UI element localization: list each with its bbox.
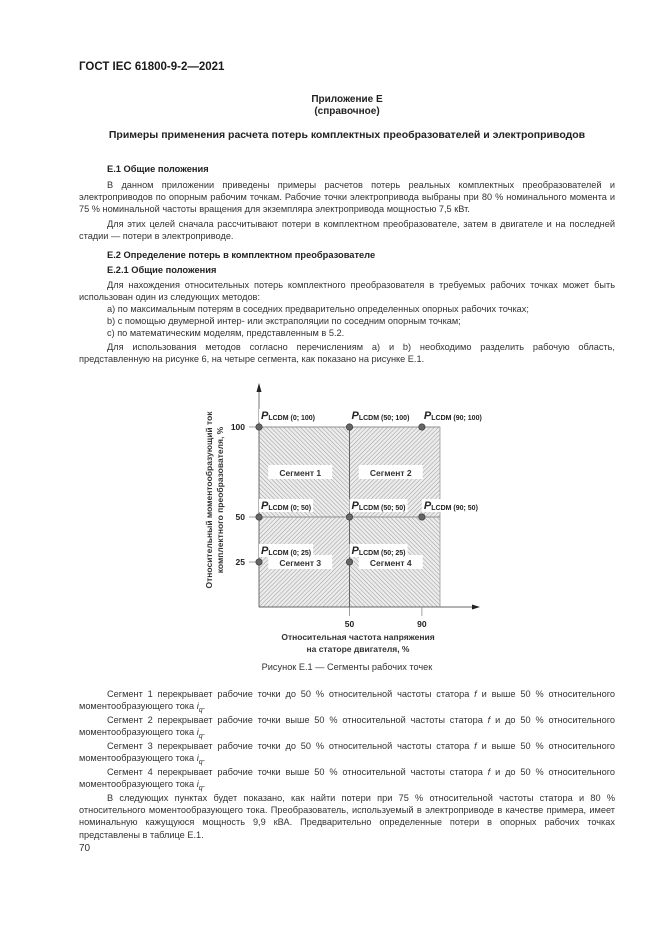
var-f: f: [474, 689, 477, 699]
section-heading-e2-1: Е.2.1 Общие положения: [107, 265, 217, 275]
segment-text: и до 50 % относительного моментообразующего тока: [79, 767, 615, 790]
operating-point-marker: [256, 559, 262, 565]
segment-text: Сегмент 4 перекрывает рабочие точки выше 50 % относительной частоты статора: [107, 767, 488, 777]
y-axis-label-line-1: Относительный моментообразующий ток: [204, 411, 214, 589]
y-tick-label: 50: [235, 512, 245, 522]
y-tick-label: 25: [235, 557, 245, 567]
paragraph-segment-3: [79, 740, 615, 769]
operating-point-marker: [346, 514, 352, 520]
end-punct: .: [202, 753, 206, 764]
var-f: f: [474, 741, 477, 751]
section-heading-e2: Е.2 Определение потерь в комплектном преобразователе: [107, 250, 376, 260]
var-i: i: [196, 753, 199, 764]
var-i: i: [196, 727, 199, 738]
operating-point-label: PLCDM (0; 100): [261, 410, 316, 422]
operating-point-label: PLCDM (90; 100): [423, 410, 482, 422]
var-f: f: [487, 715, 491, 725]
paragraph-text: В данном приложении приведены примеры расчетов потерь реальных комплектных преобразователей и электроприводов по опорным рабочим точкам. Рабочие точки электропривода выбраны при 80 % номинального момента и 75 % номинальной частоты вращения для экземпляра электропривода мощностью 7,5 кВт.: [79, 180, 615, 215]
var-f: f: [487, 767, 491, 777]
paragraph-segment-4: [79, 766, 615, 795]
operating-point-label: PLCDM (0; 50): [261, 500, 312, 512]
var-sub: q: [198, 733, 203, 741]
x-tick-label: 90: [417, 619, 427, 629]
operating-point-label: PLCDM (50; 100): [351, 410, 410, 422]
segment-text: и до 50 % относительного моментообразующего тока: [79, 715, 615, 738]
list-item-c: с) по математическим моделям, представленным в 5.2.: [107, 328, 345, 338]
x-axis-label-line-2: на статоре двигателя, %: [306, 644, 410, 654]
operating-point-marker: [346, 424, 352, 430]
var-sub: q: [198, 707, 203, 715]
end-punct: .: [202, 779, 206, 790]
segment-text: Сегмент 2 перекрывает рабочие точки выше 50 % относительной частоты статора: [107, 715, 488, 725]
y-tick-label: 100: [230, 422, 245, 432]
var-i: i: [196, 701, 199, 712]
list-item-b: b) с помощью двумерной интер- или экстраполяции по соседним опорным точкам;: [107, 316, 461, 326]
operating-point-marker: [256, 514, 262, 520]
operating-point-label: PLCDM (50; 25): [351, 545, 406, 557]
operating-point-label: PLCDM (90; 50): [423, 500, 478, 512]
segment-4-label: Сегмент 4: [369, 558, 412, 568]
paragraph-final: [79, 792, 615, 841]
y-axis-arrow-icon: [257, 383, 262, 392]
segment-1-label: Сегмент 1: [279, 468, 322, 478]
operating-point-marker: [419, 514, 425, 520]
segment-text: и выше 50 % относительного моментообразующего тока: [79, 741, 615, 764]
var-sub: q: [198, 759, 203, 767]
paragraph-text: Для нахождения относительных потерь комплектного преобразователя в требуемых рабочих точках может быть использован один из следующих методов:: [79, 280, 615, 303]
figure-caption: Рисунок Е.1 — Сегменты рабочих точек: [261, 662, 433, 672]
segment-text: Сегмент 3 перекрывает рабочие точки до 50 % относительной частоты статора: [107, 741, 475, 751]
segment-text: и выше 50 % относительного моментообразующего тока: [79, 689, 615, 712]
x-tick-label: 50: [344, 619, 355, 629]
page-number: 70: [79, 843, 91, 854]
end-punct: .: [202, 727, 206, 738]
section-heading-e1: Е.1 Общие положения: [107, 164, 209, 174]
annex-status: (справочное): [314, 106, 380, 117]
operating-point-label: PLCDM (0; 25): [261, 545, 312, 557]
annex-title: Примеры применения расчета потерь комплектных преобразователей и электроприводов: [108, 129, 586, 141]
paragraph-segment-2: [79, 714, 615, 743]
x-axis-label-line-1: Относительная частота напряжения: [281, 632, 435, 642]
paragraph-segment-1: [79, 688, 615, 717]
segment-2-label: Сегмент 2: [369, 468, 412, 478]
operating-point-marker: [256, 424, 262, 430]
x-axis-arrow-icon: [472, 605, 480, 610]
segment-text: Сегмент 1 перекрывает рабочие точки до 50 % относительной частоты статора: [107, 689, 475, 699]
operating-point-marker: [346, 559, 352, 565]
var-i: i: [196, 779, 199, 790]
paragraph-text: В следующих пунктах будет показано, как найти потери при 75 % относительной частоты статора и 80 % относительного моментообразующего тока. Преобразователь, используемый в электроприводе в качестве примера, имеет номинальную кажущуюся мощность 9,9 кВА. Предварительно определенные потери в опорных рабочих точках представлены в таблице Е.1.: [79, 793, 615, 840]
document-id: ГОСТ IEC 61800-9-2—2021: [79, 61, 225, 73]
segment-3-label: Сегмент 3: [279, 558, 322, 568]
operating-point-label: PLCDM (50; 50): [351, 500, 406, 512]
list-item-a: а) по максимальным потерям в соседних предварительно определенных опорных рабочих точках;: [107, 304, 529, 314]
paragraph-text: Для этих целей сначала рассчитывают потери в комплектном преобразователе, затем в двигателе и на последней стадии — потери в электроприводе.: [79, 219, 615, 242]
paragraph-text: Для использования методов согласно перечислениям а) и b) необходимо разделить рабочую область, представленную на рисунке 6, на четыре сегмента, как показано на рисунке Е.1.: [79, 342, 615, 365]
operating-point-marker: [419, 424, 425, 430]
end-punct: .: [202, 701, 206, 712]
annex-label: Приложение Е: [311, 94, 383, 105]
var-sub: q: [198, 785, 203, 793]
y-axis-label-line-2: комплектного преобразователя, %: [215, 426, 225, 574]
